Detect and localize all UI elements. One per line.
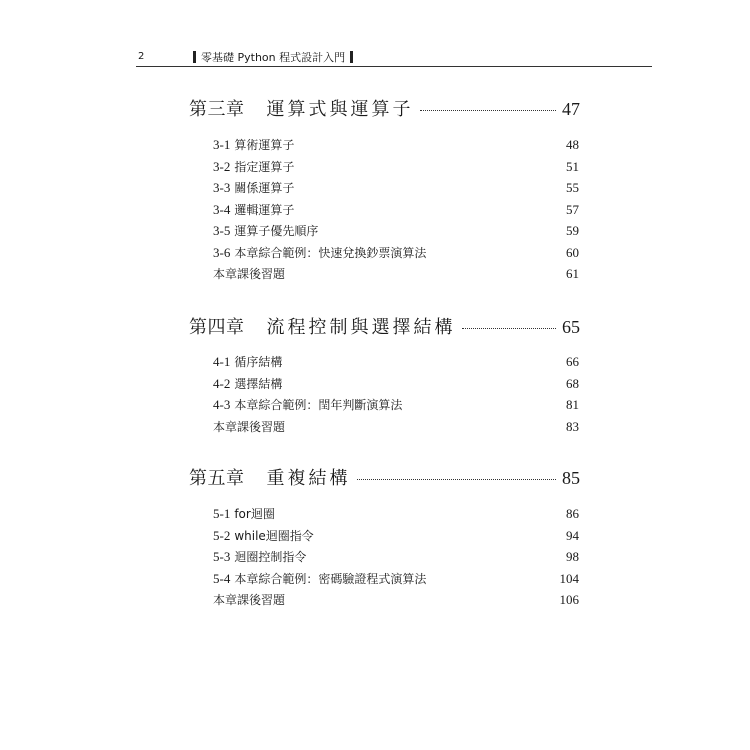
toc-entry-number: 4-2 (213, 375, 231, 391)
toc-entry (213, 527, 579, 547)
page-header (136, 48, 652, 67)
book-title (188, 49, 353, 65)
header-bar-left (193, 51, 196, 63)
toc-entry-label (213, 505, 275, 522)
toc-entry-label (213, 591, 285, 608)
toc-entry-number: 3-5 (213, 223, 231, 238)
toc-entry (213, 591, 579, 611)
toc-entry-title: 關係運算子 (234, 181, 295, 195)
toc-entry (213, 179, 579, 199)
toc-entry-label (213, 136, 294, 153)
chapter-number: 第四章 (189, 317, 245, 338)
toc-entry-title: while迴圈指令 (234, 528, 314, 543)
chapter-page: 47 (562, 99, 580, 119)
toc-entry-title: 本章課後習題 (213, 267, 286, 281)
toc-entry-page: 94 (566, 527, 579, 543)
toc-entry-page: 61 (566, 266, 579, 281)
toc-entry-title: 本章課後習題 (213, 593, 286, 607)
toc-entry-number: 5-3 (213, 549, 231, 564)
toc-entry-label (213, 158, 294, 175)
toc-entry-label (213, 179, 294, 196)
toc-entry (213, 222, 579, 242)
toc-entry-label (213, 201, 294, 218)
toc-entry-number: 5-2 (213, 527, 231, 543)
dot-leader (420, 110, 557, 111)
toc-entry (213, 265, 579, 285)
toc-entry-label (213, 244, 426, 261)
toc-entry (213, 244, 579, 264)
toc-entry-label (213, 353, 282, 370)
toc-entry-number: 3-4 (213, 201, 231, 217)
toc-entry-page: 59 (566, 223, 579, 238)
toc-entry-page: 60 (566, 244, 579, 260)
toc-entry-title: 循序結構 (234, 355, 283, 369)
toc-entry-page: 98 (566, 549, 579, 564)
toc-entry-label (213, 222, 318, 239)
toc-entry-number: 3-2 (213, 158, 231, 174)
toc-entry-page: 86 (566, 506, 579, 521)
chapter-number: 第三章 (189, 99, 245, 120)
toc-entry-title: 本章課後習題 (213, 419, 286, 434)
chapter-page: 85 (562, 468, 580, 488)
toc-entry-label (213, 265, 285, 282)
toc-entry-number: 4-1 (213, 354, 231, 369)
dot-leader (462, 328, 557, 329)
toc-entry-page: 57 (566, 201, 579, 217)
toc-entry-title: 本章綜合範例：閏年判斷演算法 (234, 398, 403, 412)
toc-entry-label (213, 418, 285, 435)
toc-entry-page: 55 (566, 180, 579, 195)
toc-entry-page: 66 (566, 354, 579, 369)
toc-entry (213, 375, 579, 395)
toc-entry-page: 106 (559, 592, 579, 607)
chapter-heading (189, 95, 580, 123)
chapter-page: 65 (562, 317, 580, 337)
chapter-title: 流程控制與選擇結構 (266, 317, 456, 338)
toc-entry-label (213, 570, 426, 587)
toc-entry-title: 迴圈控制指令 (234, 550, 307, 564)
header-bar-right (350, 51, 353, 63)
toc-entry (213, 418, 579, 438)
toc-entry-title: for迴圈 (234, 507, 275, 521)
book-title-text: 零基礎 Python 程式設計入門 (201, 51, 346, 64)
toc-entry-page: 51 (566, 158, 579, 174)
toc-entry-label (213, 396, 402, 413)
dot-leader (357, 479, 557, 480)
toc-entry-page: 81 (566, 397, 579, 412)
toc-entry-page: 104 (559, 570, 579, 586)
toc-entry (213, 353, 579, 373)
toc-entry-title: 本章綜合範例：密碼驗證程式演算法 (234, 571, 427, 586)
chapter-number: 第五章 (189, 468, 245, 489)
toc-entry (213, 505, 579, 525)
toc-entry (213, 396, 579, 416)
toc-entry-page: 48 (566, 137, 579, 152)
toc-entry (213, 201, 579, 221)
toc-entry-number: 3-1 (213, 137, 231, 152)
toc-entry (213, 548, 579, 568)
toc-entry (213, 136, 579, 156)
toc-entry-title: 本章綜合範例：快速兌換鈔票演算法 (234, 245, 427, 260)
toc-entry-page: 83 (566, 418, 579, 434)
toc-entry (213, 158, 579, 178)
page-number: 2 (138, 51, 145, 62)
toc-entry-title: 選擇結構 (234, 376, 283, 391)
toc-entry-page: 68 (566, 375, 579, 391)
toc-entry-label (213, 527, 314, 544)
toc-entry-number: 5-4 (213, 570, 231, 586)
toc-entry-number: 3-3 (213, 180, 231, 195)
toc-entry-title: 指定運算子 (234, 159, 295, 174)
toc-entry-number: 4-3 (213, 397, 231, 412)
toc-entry (213, 570, 579, 590)
toc-entry-label (213, 548, 306, 565)
chapter-heading (189, 464, 580, 492)
toc-entry-title: 算術運算子 (234, 138, 295, 152)
toc-entry-title: 運算子優先順序 (234, 224, 319, 238)
toc-entry-number: 3-6 (213, 244, 231, 260)
toc-entry-title: 邏輯運算子 (234, 202, 295, 217)
chapter-title: 重複結構 (266, 468, 351, 489)
toc-entry-label (213, 375, 282, 392)
chapter-heading (189, 313, 580, 341)
toc-entry-number: 5-1 (213, 506, 231, 521)
chapter-title: 運算式與運算子 (266, 99, 414, 120)
